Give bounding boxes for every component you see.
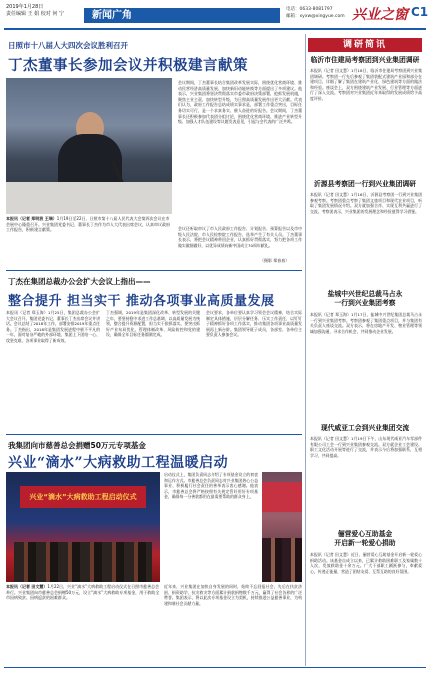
divider-1 (6, 270, 302, 271)
sidebar-item-title: 临沂市住建局考察团到兴业集团调研 (310, 56, 420, 64)
charity-caption-author: 本报讯（记者 田文慧） (6, 584, 48, 589)
union-kicker: 丁杰在集团总裁办公会扩大会议上指出—— (8, 277, 151, 286)
lead-photo-caption (6, 216, 172, 233)
issue-date: 2019年1月28日 (6, 4, 44, 10)
sidebar-item-body: 本报讯（记者 田文慧）1月19日下午，山东现代威亚汽车零部件有限公司工会一行到兴业集团参观交流。双方就企业工会建设、职工文化活动开展等进行了交流，并表示今后将加强联系，互相学习，共同提高。 (310, 436, 422, 458)
charity-caption-text: 1月22日，兴业“滴水”大病救助工程启动仪式在日照市慈善总会举行。兴业集团向市慈善总会捐赠50万元，设立“滴水”大病救助专项基金，用于救助全市因病致贫、因病返贫的困难群众。 (6, 584, 160, 601)
charity-body-a: 启动仪式上，集团负责同志介绍了专项基金设立的初衷和运作方式。市慈善总会负责同志对兴业集团热心公益事业、积极履行社会责任的善举表示衷心感谢。他表示，市慈善总会将严格按照有关规定管好用好专项基金，确保每一分善款都用在最需要帮助的群众身上。 (164, 472, 258, 500)
union-body-c: 会议要求，各单位要认真学习领会会议精神，结合实际制定具体措施，层层分解任务、压实工作责任，以钉钉子精神抓好各项工作落实，推动集团各项事业高质量发展再上新台阶。集团领导班子成员，各部室、各单位主要负责人参加会议。 (206, 310, 302, 338)
lead-body-cont: 会议还听取审议了市人民政府工作报告、计划报告、预算报告以及市中级人民法院、市人民检察院工作报告，选举产生了有关人员。丁杰董事长表示，将把会议精神带回企业，认真抓好贯彻落实，努力把各项工作做实做细做好，以优异成绩向新中国成立70周年献礼。 (178, 226, 302, 248)
phone: 电话：0633-8081797 (286, 7, 333, 12)
newspaper-logo: 兴业之窗 (352, 7, 408, 23)
stage-backdrop (262, 482, 302, 512)
ceremony-people (14, 542, 152, 582)
sidebar-item-title: 盐城中兴世纪总裁马占永 一行到兴业集团考察 (327, 290, 403, 307)
audience-row (262, 538, 302, 582)
sidebar-item-body: 本报讯（记者 田文慧）1月18日，临沂市住建局考察团到兴业集团调研。考察团一行先后参观了集团装配式建筑产业园和部分在建项目，详细了解了集团在建筑产业化、绿色建筑等方面的做法和经验。座谈会上，双方围绕建筑产业发展、行业管理等方面进行了深入交流。考察团对兴业集团近年来取得的发展成绩给予高度评价。 (310, 68, 422, 101)
email: 邮箱：xyxw@xingyue.com (286, 14, 345, 19)
lead-body: 会议期间，丁杰董事长结合集团改革发展实际，围绕优化营商环境、推动民营经济高质量发展、加快新旧动能转换等方面提出了多项建议。他表示，兴业集团将坚决贯彻落实市委市政府决策部署，抢抓发展机遇，聚焦主业主责，加快转型升级，为日照高质量发展作出更大贡献。代表们认为，政府工作报告总结成绩实事求是，部署工作重点突出，目标任务切实可行，是一个求真务实、催人奋进的好报告。会议期间，丁杰董事长还积极参加代表团分组讨论，围绕优化营商环境、推进产业转型升级、加强人才队伍建设等议题发表意见，引起与会代表的广泛共鸣。 (178, 80, 302, 125)
charity-kicker: 我集团向市慈善总会捐赠50万元专项基金 (8, 441, 146, 450)
union-body-b: 丁杰强调，2019年是集团深化改革、转型发展的关键之年，要坚持稳中求进工作总基调，以高质量发展为统领，整合提升资源配置，担当实干狠抓落实。要突出抓好产业布局优化、管理体制改革、风险防控和党的建设，确保全年目标任务圆满完成。 (106, 310, 200, 338)
issue-info (6, 4, 64, 18)
caption-text: 1月19日至22日，日照市第十八届人民代表大会第四次会议在市会展中心隆重召开。兴业集团党委书记、董事长丁杰作为市人大代表出席会议，认真审议政府工作报告，积极建言献策。 (6, 216, 170, 233)
charity-headline: 兴业“滴水”大病救助工程温暖启动 (8, 455, 229, 471)
column-separator (305, 34, 306, 666)
sidebar-item-body: 本报讯（记者 田文慧）近日，俪营爱心互助基金开启新一轮爱心捐助活动。该基金自成立以来，已累计救助困难职工及家属数十人次，发放救助金十余万元。广大干部职工踊跃参与，奉献爱心，传递正能量，营造了团结友爱、互帮互助的良好氛围。 (310, 552, 422, 574)
sidebar-item-title: 现代威亚工会到兴业集团交流 (320, 424, 410, 432)
lead-kicker: 日照市十八届人大四次会议胜利召开 (8, 41, 128, 50)
charity-body-b: 近年来，兴业集团在加快自身发展的同时，始终不忘回报社会，先后在扶贫济困、捐资助学、抗灾救灾等方面累计捐款捐物数千万元，赢得了社会各界的广泛赞誉。集团表示，将以此次专项基金设立为契机，持续推进公益慈善事业，为构建和谐社会贡献力量。 (164, 584, 302, 606)
masthead (0, 0, 430, 28)
conference-table (6, 182, 172, 214)
editor-line: 责任编辑 王 娟 校对 何 宁 (6, 11, 64, 17)
ceremony-banner: 兴业“滴水”大病救助工程启动仪式 (20, 486, 146, 508)
sidebar-item-body: 本报讯（记者 郑玉海）1月17日，盐城中兴世纪集团总裁马占永一行到兴业集团考察。考察团参观了集团重点项目，并与集团有关负责人座谈交流。双方表示，将在房地产开发、物业管理等领域加强沟通，寻求合作机会，共同推动企业发展。 (310, 312, 422, 334)
sidebar-banner: 调研简讯 (308, 38, 422, 52)
charity-photo-caption (6, 584, 160, 601)
lead-source: （摄影 郑春春） (260, 258, 290, 263)
divider-2 (6, 434, 302, 435)
sidebar-item-body: 本报讯（记者 田文慧）1月16日，沂源县考察团一行到兴业集团参观考察。考察团重点考察了集团文旅项目和现代农业项目，听取了集团发展情况介绍。双方就加强合作、实现互利共赢进行了交流。考察团表示，兴业集团的发展理念和经验值得学习借鉴。 (310, 192, 422, 214)
section-title: 新闻广角 (84, 8, 280, 23)
bottom-rule (4, 667, 426, 668)
lead-photo (6, 78, 172, 214)
union-headline: 整合提升 担当实干 推动各项事业高质量发展 (8, 294, 275, 309)
top-rule (4, 28, 426, 30)
caption-author: 本报讯（记者 郑明波 王瑞） (6, 216, 57, 221)
charity-photo-2 (262, 472, 302, 582)
page-code: C1 (411, 5, 429, 19)
sidebar-item-title: 俪营爱心互助基金 开启新一轮爱心捐助 (334, 530, 396, 547)
lead-headline: 丁杰董事长参加会议并积极建言献策 (8, 57, 248, 74)
charity-photo (6, 472, 160, 582)
union-body-a: 本报讯（记者 郑玉海）1月25日，集团总裁办公会扩大会议召开。集团党委书记、董事长丁杰出席会议并讲话。会议总结了2018年工作，部署安排2019年重点任务。丁杰指出，2018年是集团发展进程中极不平凡的一年，面对复杂严峻的外部环境，集团上下团结一心、攻坚克难，各项事业取得了新成效。 (6, 310, 100, 343)
contact-info (286, 6, 345, 20)
sidebar-item-title: 沂源县考察团一行到兴业集团调研 (314, 180, 416, 188)
